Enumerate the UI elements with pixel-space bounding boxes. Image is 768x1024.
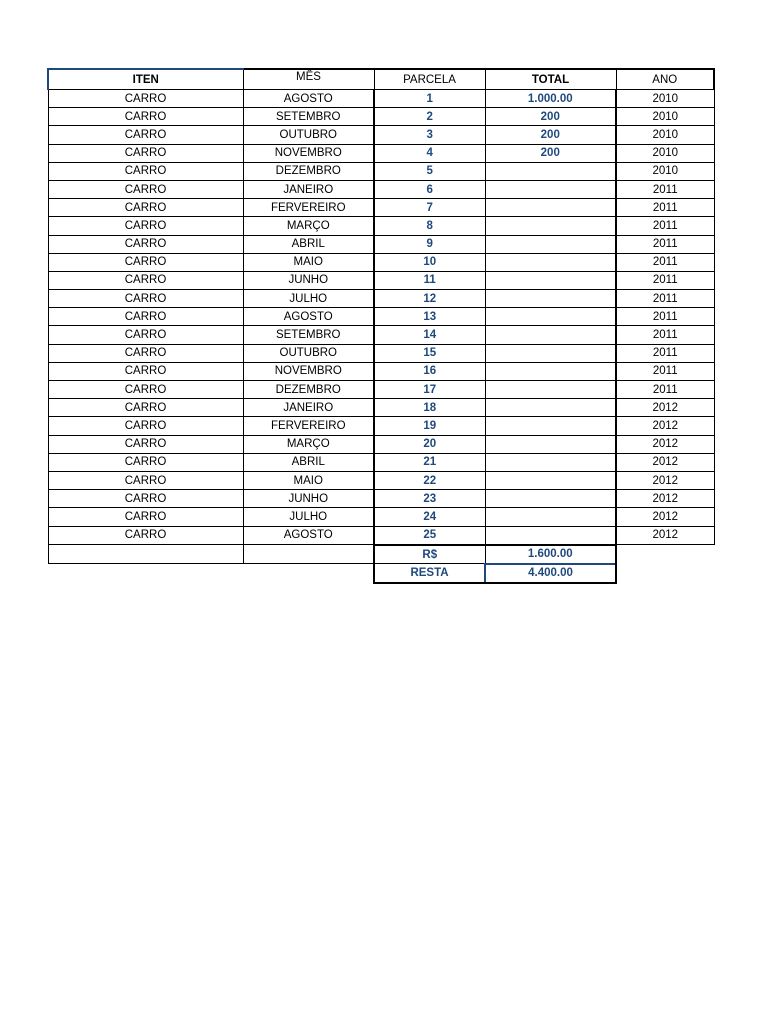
table-row	[48, 126, 714, 144]
item-cell: CARRO	[48, 162, 243, 180]
table-row	[48, 144, 714, 162]
mes-cell: MARÇO	[243, 435, 374, 453]
item-cell: CARRO	[48, 362, 243, 380]
total-cell: 1.000.00	[485, 90, 616, 108]
total-cell	[485, 180, 616, 198]
table-row	[48, 162, 714, 180]
mes-cell: DEZEMBRO	[243, 381, 374, 399]
parcela-cell: 4	[374, 144, 485, 162]
total-cell	[485, 471, 616, 489]
mes-cell: AGOSTO	[243, 308, 374, 326]
header-mes: MÊS	[243, 69, 374, 90]
item-cell: CARRO	[48, 490, 243, 508]
item-cell: CARRO	[48, 453, 243, 471]
item-cell: CARRO	[48, 508, 243, 526]
item-cell: CARRO	[48, 235, 243, 253]
summary-empty-cell	[616, 564, 714, 583]
table-row	[48, 381, 714, 399]
summary-remaining-row	[48, 564, 714, 583]
parcela-cell: 21	[374, 453, 485, 471]
table-row	[48, 90, 714, 108]
item-cell: CARRO	[48, 90, 243, 108]
summary-empty-cell	[48, 564, 243, 583]
mes-cell: FERVEREIRO	[243, 199, 374, 217]
ano-cell: 2011	[616, 326, 714, 344]
header-parcela: PARCELA	[374, 69, 485, 90]
mes-cell: JULHO	[243, 508, 374, 526]
ano-cell: 2011	[616, 199, 714, 217]
header-row	[48, 69, 714, 90]
ano-cell: 2011	[616, 362, 714, 380]
paid-label: R$	[374, 545, 485, 564]
item-cell: CARRO	[48, 471, 243, 489]
mes-cell: NOVEMBRO	[243, 144, 374, 162]
total-cell	[485, 508, 616, 526]
parcela-cell: 17	[374, 381, 485, 399]
item-cell: CARRO	[48, 417, 243, 435]
table-row	[48, 326, 714, 344]
mes-cell: FERVEREIRO	[243, 417, 374, 435]
mes-cell: MARÇO	[243, 217, 374, 235]
item-cell: CARRO	[48, 399, 243, 417]
parcela-cell: 11	[374, 271, 485, 289]
ano-cell: 2010	[616, 108, 714, 126]
parcela-cell: 1	[374, 90, 485, 108]
table-row	[48, 308, 714, 326]
ano-cell: 2011	[616, 180, 714, 198]
mes-cell: OUTUBRO	[243, 344, 374, 362]
total-cell	[485, 435, 616, 453]
ano-cell: 2012	[616, 399, 714, 417]
parcela-cell: 25	[374, 526, 485, 545]
ano-cell: 2012	[616, 453, 714, 471]
mes-cell: JANEIRO	[243, 399, 374, 417]
total-cell	[485, 490, 616, 508]
total-cell	[485, 308, 616, 326]
table-row	[48, 253, 714, 271]
parcela-cell: 19	[374, 417, 485, 435]
parcela-cell: 23	[374, 490, 485, 508]
summary-blank-cell	[48, 545, 243, 564]
table-row	[48, 217, 714, 235]
total-cell	[485, 326, 616, 344]
mes-cell: MAIO	[243, 253, 374, 271]
mes-cell: SETEMBRO	[243, 108, 374, 126]
parcela-cell: 16	[374, 362, 485, 380]
total-cell	[485, 199, 616, 217]
paid-value: 1.600.00	[485, 545, 616, 564]
table-row	[48, 471, 714, 489]
parcela-cell: 8	[374, 217, 485, 235]
item-cell: CARRO	[48, 326, 243, 344]
item-cell: CARRO	[48, 290, 243, 308]
total-cell	[485, 362, 616, 380]
total-cell	[485, 344, 616, 362]
total-cell	[485, 162, 616, 180]
ano-cell: 2010	[616, 126, 714, 144]
mes-cell: SETEMBRO	[243, 326, 374, 344]
table-row	[48, 199, 714, 217]
mes-cell: MAIO	[243, 471, 374, 489]
mes-cell: NOVEMBRO	[243, 362, 374, 380]
table-row	[48, 417, 714, 435]
header-ano: ANO	[616, 69, 714, 90]
parcela-cell: 12	[374, 290, 485, 308]
installments-table	[47, 68, 715, 584]
parcela-cell: 14	[374, 326, 485, 344]
summary-empty-cell	[616, 545, 714, 564]
table-row	[48, 399, 714, 417]
total-cell	[485, 253, 616, 271]
mes-cell: ABRIL	[243, 235, 374, 253]
parcela-cell: 15	[374, 344, 485, 362]
table-row	[48, 526, 714, 545]
table-body	[48, 90, 714, 545]
table-row	[48, 290, 714, 308]
item-cell: CARRO	[48, 435, 243, 453]
item-cell: CARRO	[48, 108, 243, 126]
summary-paid-row	[48, 545, 714, 564]
table-row	[48, 490, 714, 508]
mes-cell: AGOSTO	[243, 526, 374, 545]
total-cell	[485, 235, 616, 253]
ano-cell: 2011	[616, 253, 714, 271]
mes-cell: AGOSTO	[243, 90, 374, 108]
table-row	[48, 235, 714, 253]
mes-cell: JUNHO	[243, 271, 374, 289]
table-row	[48, 271, 714, 289]
ano-cell: 2012	[616, 471, 714, 489]
ano-cell: 2011	[616, 271, 714, 289]
parcela-cell: 2	[374, 108, 485, 126]
mes-cell: DEZEMBRO	[243, 162, 374, 180]
mes-cell: JANEIRO	[243, 180, 374, 198]
ano-cell: 2010	[616, 162, 714, 180]
header-total: TOTAL	[485, 69, 616, 90]
summary-blank-cell	[243, 545, 374, 564]
table-row	[48, 108, 714, 126]
total-cell: 200	[485, 144, 616, 162]
ano-cell: 2011	[616, 308, 714, 326]
total-cell	[485, 399, 616, 417]
remaining-value: 4.400.00	[485, 564, 616, 583]
mes-cell: OUTUBRO	[243, 126, 374, 144]
item-cell: CARRO	[48, 126, 243, 144]
ano-cell: 2011	[616, 235, 714, 253]
table-row	[48, 508, 714, 526]
parcela-cell: 3	[374, 126, 485, 144]
item-cell: CARRO	[48, 308, 243, 326]
ano-cell: 2011	[616, 381, 714, 399]
mes-cell: JULHO	[243, 290, 374, 308]
summary-body	[48, 545, 714, 583]
ano-cell: 2012	[616, 508, 714, 526]
ano-cell: 2010	[616, 90, 714, 108]
parcela-cell: 5	[374, 162, 485, 180]
header-item: ITEN	[48, 69, 243, 90]
total-cell	[485, 453, 616, 471]
total-cell	[485, 271, 616, 289]
parcela-cell: 7	[374, 199, 485, 217]
parcela-cell: 20	[374, 435, 485, 453]
parcela-cell: 24	[374, 508, 485, 526]
total-cell	[485, 381, 616, 399]
table-row	[48, 435, 714, 453]
item-cell: CARRO	[48, 217, 243, 235]
ano-cell: 2011	[616, 217, 714, 235]
parcela-cell: 9	[374, 235, 485, 253]
ano-cell: 2012	[616, 490, 714, 508]
total-cell	[485, 217, 616, 235]
ano-cell: 2011	[616, 344, 714, 362]
table-row	[48, 180, 714, 198]
ano-cell: 2012	[616, 435, 714, 453]
parcela-cell: 18	[374, 399, 485, 417]
item-cell: CARRO	[48, 199, 243, 217]
parcela-cell: 13	[374, 308, 485, 326]
total-cell	[485, 417, 616, 435]
parcela-cell: 6	[374, 180, 485, 198]
mes-cell: ABRIL	[243, 453, 374, 471]
ano-cell: 2011	[616, 290, 714, 308]
parcela-cell: 22	[374, 471, 485, 489]
total-cell	[485, 290, 616, 308]
table-row	[48, 362, 714, 380]
total-cell: 200	[485, 108, 616, 126]
summary-empty-cell	[243, 564, 374, 583]
ano-cell: 2012	[616, 417, 714, 435]
table-row	[48, 453, 714, 471]
total-cell: 200	[485, 126, 616, 144]
total-cell	[485, 526, 616, 545]
item-cell: CARRO	[48, 381, 243, 399]
parcela-cell: 10	[374, 253, 485, 271]
remaining-label: RESTA	[374, 564, 485, 583]
table-row	[48, 344, 714, 362]
item-cell: CARRO	[48, 253, 243, 271]
item-cell: CARRO	[48, 271, 243, 289]
ano-cell: 2010	[616, 144, 714, 162]
ano-cell: 2012	[616, 526, 714, 545]
mes-cell: JUNHO	[243, 490, 374, 508]
item-cell: CARRO	[48, 526, 243, 545]
item-cell: CARRO	[48, 344, 243, 362]
item-cell: CARRO	[48, 144, 243, 162]
item-cell: CARRO	[48, 180, 243, 198]
